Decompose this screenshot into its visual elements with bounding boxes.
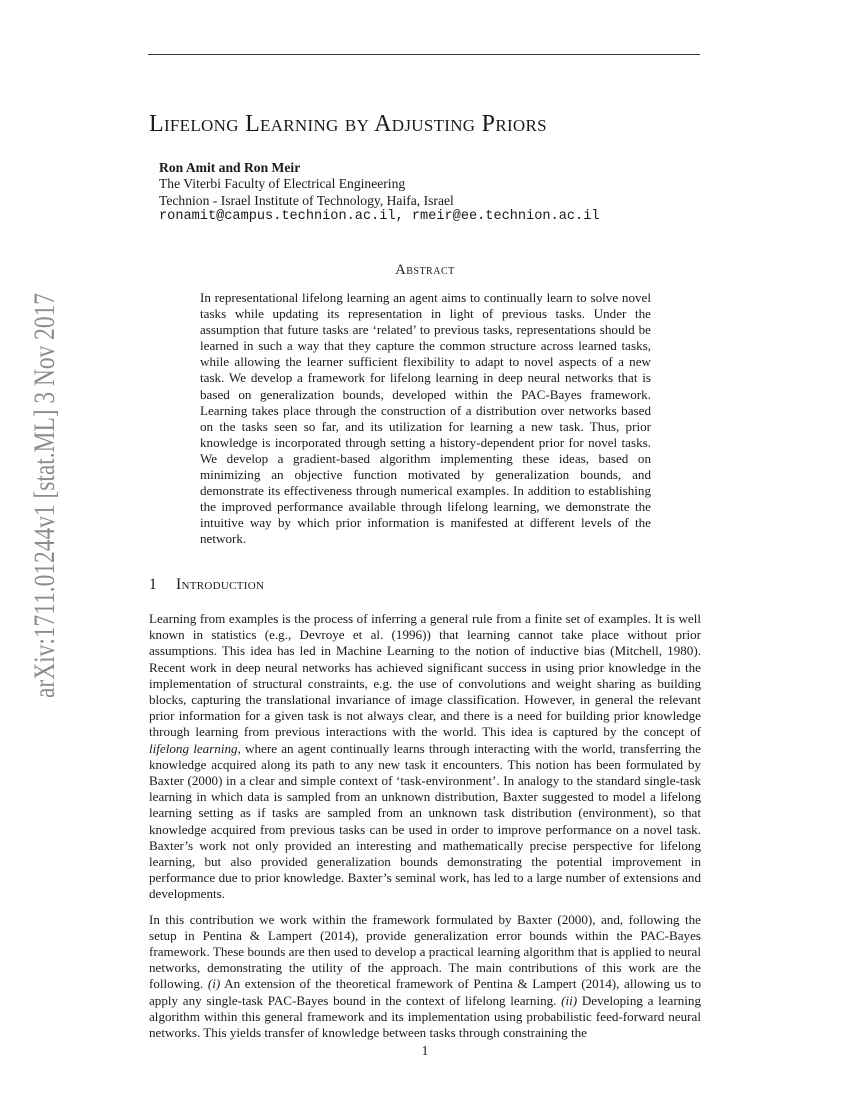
abstract-text: In representational lifelong learning an agent aims to continually learn to solve novel tasks while updating its representation in light of previous tasks. Under the assumption that future tasks are ‘related’ to previous tasks, representations should be learned in such a way that they capture the common structure across learned tasks, while allowing the learner sufficient flexibility to adapt to novel aspects of a new task. We develop a framework for lifelong learning in deep neural networks that is based on generalization bounds, developed within the PAC-Bayes framework. Learning takes place through the construction of a distribution over networks based on the tasks seen so far, and its utilization for learning a new task. Thus, prior knowledge is incorporated through setting a history-dependent prior for novel tasks. We develop a gradient-based algorithm implementing these ideas, based on minimizing an objective function motivated by generalization bounds, and demonstrate its effectiveness through numerical examples. In addition to establishing the improved performance available through lifelong learning, we demonstrate the intuitive way by which prior information is manifested at different levels of the network. [200, 290, 651, 547]
introduction-body [149, 611, 701, 1050]
paragraph-1 [149, 611, 701, 903]
arxiv-stamp-text: arXiv:1711.01244v1 [stat.ML] 3 Nov 2017 [28, 290, 61, 698]
paragraph-2-part-2: An extension of the theoretical framework of Pentina & Lampert (2014), allowing us to apply any single-task PAC-Bayes bound in the context of lifelong learning. [149, 976, 702, 1008]
section-title: Introduction [176, 576, 265, 593]
section-number: 1 [149, 576, 157, 593]
paragraph-2 [149, 912, 701, 1042]
paragraph-1-part-1: Learning from examples is the process of inferring a general rule from a finite set of examples. It is well known in statistics (e.g., Devroye et al. (1996)) that learning cannot take place without prior assumptions. This idea has led in Machine Learning to the notion of inductive bias (Mitchell, 1980). Recent work in deep neural networks has achieved significant success in using prior knowledge in the implementation of structural constraints, e.g. the use of convolutions and weight sharing as building blocks, capturing the translational invariance of image classification. However, in general the relevant prior information for a given task is not always clear, and there is a need for building prior knowledge through learning from previous interactions with the world. This idea is captured by the concept of [149, 611, 701, 740]
paper-title: Lifelong Learning by Adjusting Priors [149, 111, 547, 137]
abstract-heading: Abstract [395, 262, 455, 278]
paragraph-1-part-2: , where an agent continually learns through interacting with the world, transferring the knowledge acquired along its path to any new task it encounters. This notion has been formulated by Baxter (2000) in a clear and simple context of ‘task-environment’. In analogy to the standard single-task learning in which data is sampled from an unknown distribution, Baxter suggested to model a lifelong learning setting as if tasks are sampled from an unknown task distribution (environment), so that knowledge acquired from previous tasks can be used in order to improve performance on a novel task. Baxter’s work not only provided an interesting and mathematically precise perspective for lifelong learning, but also provided generalization bounds demonstrating the potential improvement in performance due to prior knowledge. Baxter’s seminal work, has led to a large number of extensions and developments. [149, 740, 701, 902]
section-heading-introduction [149, 576, 264, 594]
emphasis-lifelong-learning: lifelong learning [149, 740, 238, 756]
paragraph-2-part-1: In this contribution we work within the framework formulated by Baxter (2000), and, following the setup in Pentina & Lampert (2014), provide generalization error bounds within the PAC-Bayes framework. These bounds are then used to develop a practical learning algorithm that is applied to neural networks, demonstrating the utility of the approach. The main contributions of this work are the following. [149, 911, 701, 992]
contribution-marker-i: (i) [207, 976, 221, 992]
arxiv-stamp [8, 290, 68, 700]
contribution-marker-ii: (ii) [561, 992, 578, 1008]
author-names: Ron Amit and Ron Meir [159, 160, 301, 175]
page-number: 1 [421, 1043, 429, 1058]
author-block [159, 160, 600, 226]
author-emails: ronamit@campus.technion.ac.il, rmeir@ee.technion.ac.il [159, 209, 600, 225]
affiliation-line-1: The Viterbi Faculty of Electrical Engineering [159, 176, 406, 192]
paragraph-2-part-3: Developing a learning algorithm within this general framework and its implementation using probabilistic feed-forward neural networks. This yields transfer of knowledge between tasks through constraining the [149, 992, 701, 1041]
arxiv-stamp-graphic [8, 290, 68, 700]
affiliation-line-2: Technion - Israel Institute of Technology, Haifa, Israel [159, 192, 454, 208]
top-rule [148, 54, 700, 55]
